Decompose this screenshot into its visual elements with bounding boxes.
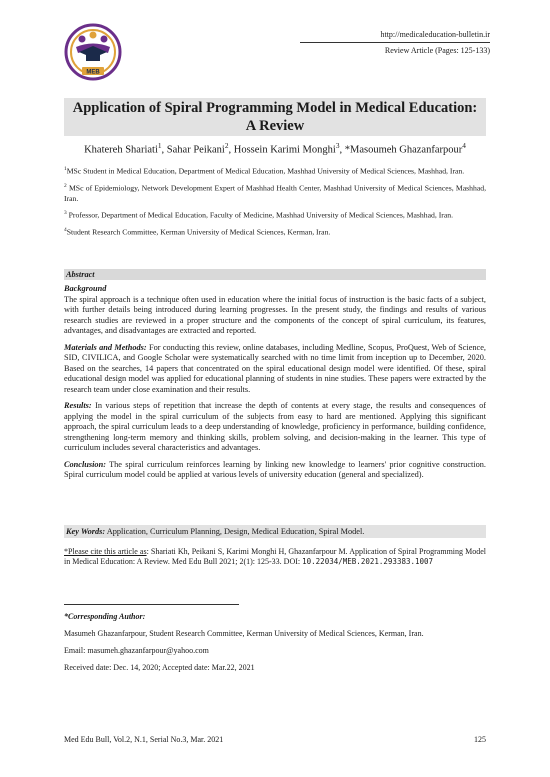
keywords-bar [64,525,486,538]
author-list [64,141,486,156]
author-3: , Hossein Karimi Monghi [228,144,336,156]
affiliation-2 [64,181,486,204]
journal-logo [60,22,126,84]
corresponding-author [64,612,486,680]
affiliation-text: MSc Student in Medical Education, Department of Medical Education, Mashhad University of Medical Sciences, Mashhad, Iran. [66,166,465,176]
conclusion-section [64,460,486,481]
author-3-sup: 3 [335,141,340,150]
conclusion-text: The spiral curriculum reinforces learning by linking new knowledge to learners' prior cognitive construction. Spiral curriculum model could be applied at various levels of university education (general and specialized). [64,459,486,479]
footer-journal: Med Edu Bull, Vol.2, N.1, Serial No.3, Mar. 2021 [64,735,224,744]
affiliation-text: Student Research Committee, Kerman University of Medical Sciences, Kerman, Iran. [66,227,331,237]
logo-text: MEB [86,69,100,76]
header-rule [300,42,490,43]
background-section [64,284,486,337]
methods-section [64,343,486,396]
affiliation-3 [64,208,486,221]
abstract-body [64,284,486,487]
conclusion-heading: Conclusion: [64,459,106,469]
affiliation-text: MSc of Epidemiology, Network Development Expert of Mashhad Health Center, Mashhad University of Medical Sciences, Mashhad, Iran. [64,183,486,203]
article-type: Review Article (Pages: 125-133) [384,46,490,55]
abstract-heading: Abstract [64,269,486,280]
results-section [64,401,486,454]
corresponding-name: Masumeh Ghazanfarpour, Student Research Committee, Kerman University of Medical Sciences, Kerman, Iran. [64,629,424,638]
citation-text: : Shariati Kh, Peikani S, Karimi Monghi H, Ghazanfarpour M. Application of Spiral Programming Model in Medical Education: A Review. Med Edu Bull 2021; 2(1): 125-33. DOI: [64,547,486,566]
citation-label: *Please cite this article as [64,547,147,556]
author-4: , *Masoumeh Ghazanfarpour [339,144,463,156]
keywords-text: Application, Curriculum Planning, Design, Medical Education, Spiral Model. [105,527,365,536]
citation [64,547,486,567]
received-dates: Received date: Dec. 14, 2020; Accepted date: Mar.22, 2021 [64,663,255,672]
author-1-sup: 1 [157,141,162,150]
page-footer [64,735,486,744]
background-heading: Background [64,284,107,293]
affiliation-1 [64,164,486,177]
footnote-rule [64,604,239,605]
author-1: Khatereh Shariati [84,144,158,156]
results-heading: Results: [64,401,92,410]
affiliation-sup: 2 [64,182,67,189]
title-line-1: Application of Spiral Programming Model in Medical Education: [72,100,478,116]
affiliation-4 [64,225,486,238]
author-2: , Sahar Peikani [161,144,225,156]
results-text: In various steps of repetition that increase the depth of contents at every stage, the results and consequences of applying the model in the spiral curriculum of the subjects from easy to hard are mentioned. Applying this significant approach, the spiral curriculum leads to a deep understanding of knowledge, proficiency in performance, building confidence, strengthening long-term memory and thinking skills, problem solving, and decision-making in the learner. This type of curriculum includes several characteristics and advantages. [64,401,486,452]
affiliation-sup: 4 [64,227,67,234]
article-title [64,98,486,136]
page-header [380,30,490,56]
corresponding-heading: *Corresponding Author: [64,612,146,621]
affiliations [64,164,486,242]
methods-text: For conducting this review, online databases, including Medline, Scopus, ProQuest, Web of Science, SID, CIVILICA, and Google Scholar were systematically searched with no time limit from inception up to December, 2020. Based on the searches, 14 papers that concentrated on the spiral educational design model were identified. Of these, spiral educational design model was applied for educational planning of students in nine studies. These papers were extracted by the research team under close examination and their results. [64,342,486,394]
title-line-2: A Review [245,118,305,134]
journal-url[interactable]: http://medicaleducation-bulletin.ir [380,30,490,39]
keywords-heading: Key Words: [66,527,106,536]
author-2-sup: 2 [224,141,229,150]
affiliation-sup: 3 [64,210,67,217]
citation-doi[interactable]: 10.22034/MEB.2021.293383.1007 [302,557,434,566]
page-number: 125 [474,735,486,744]
author-4-sup: 4 [462,141,466,150]
affiliation-sup: 1 [64,166,67,172]
background-text: The spiral approach is a technique often used in education where the initial focus of instruction is the basic facts of a subject, with further details being introduced during learning progresses. In the present study, the findings and results of various research studies are reviewed in a proper structure and the components of the concept of spiral curriculum, its features, advantages, and disadvantages are extracted and reported. [64,294,486,335]
methods-heading: Materials and Methods: [64,342,147,352]
corresponding-email[interactable]: Email: masumeh.ghazanfarpour@yahoo.com [64,646,209,655]
affiliation-text: Professor, Department of Medical Education, Faculty of Medicine, Mashhad University of Medical Sciences, Mashhad, Iran. [66,210,453,220]
